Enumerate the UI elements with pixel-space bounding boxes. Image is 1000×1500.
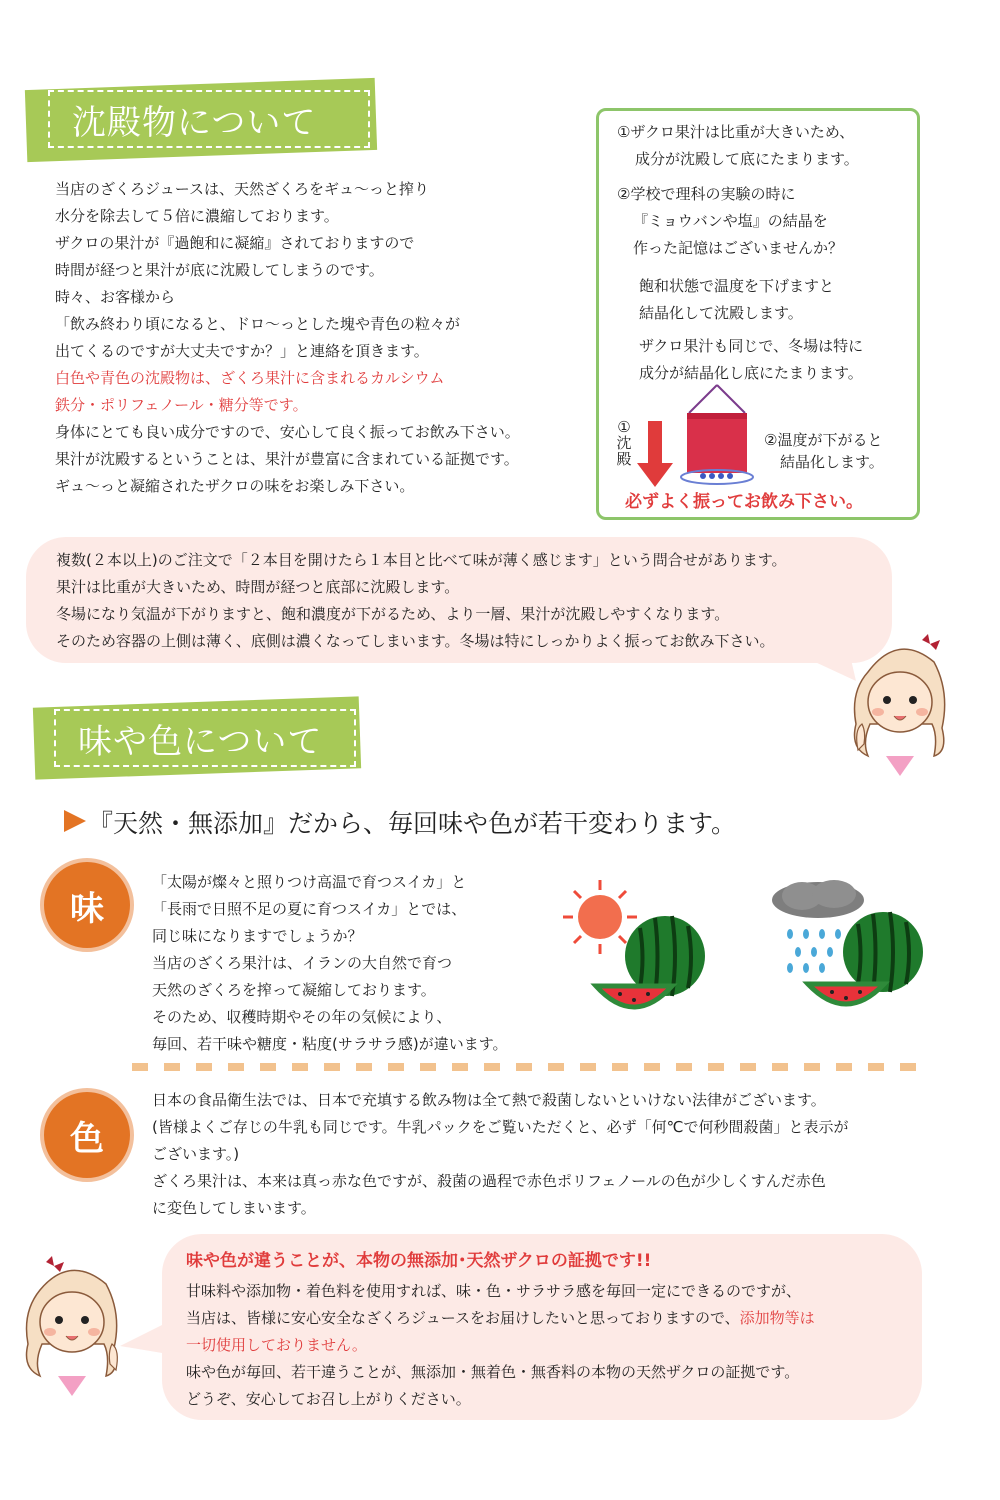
info-note2-line: ザクロ果汁も同じで、冬場は特に xyxy=(639,337,864,355)
proof-line: どうぞ、安心してお召し上がりください。 xyxy=(186,1390,471,1408)
girl-pointing-illustration xyxy=(838,632,958,782)
diagram-label-char: 沈 xyxy=(616,434,632,452)
intro-line: ギュ～っと凝縮されたザクロの味をお楽しみ下さい。 xyxy=(55,477,415,495)
winter-notice-text xyxy=(56,547,787,655)
diagram-label-char: 殿 xyxy=(616,450,632,468)
bubble1-line: 果汁は比重が大きいため、時間が経つと底部に沈殿します。 xyxy=(56,578,460,596)
proof-text xyxy=(186,1278,815,1413)
section1-intro xyxy=(55,176,520,500)
diagram-crystallize-label xyxy=(764,429,884,473)
section2-heading: 味や色について xyxy=(54,709,356,767)
intro-red-line: 白色や青色の沈殿物は、ざくろ果汁に含まれるカルシウム xyxy=(55,369,445,387)
sun-watermelon-illustration xyxy=(560,878,720,1018)
proof-line-text: 当店は、皆様に安心安全なざくろジュースをお届けしたいと思っておりますので、 xyxy=(186,1309,740,1327)
taste-line: 毎回、若干味や糖度・粘度(サラサラ感)が違います。 xyxy=(152,1035,508,1053)
info-point2-line: 『ミョウバンや塩』の結晶を xyxy=(633,212,828,230)
proof-line: 甘味料や添加物・着色料を使用すれば、味・色・サラサラ感を毎回一定にできるのですが、 xyxy=(186,1282,802,1300)
taste-line: 「長雨で日照不足の夏に育つスイカ」とでは、 xyxy=(152,900,467,918)
proof-title: 味や色が違うことが、本物の無添加･天然ザクロの証拠です!! xyxy=(186,1251,652,1271)
taste-line: 天然のざくろを搾って凝縮しております。 xyxy=(152,981,436,999)
intro-line: ザクロの果汁が『過飽和に凝縮』されておりますので xyxy=(55,234,415,252)
info-note2-line: 成分が結晶化し底にたまります。 xyxy=(639,364,863,382)
proof-line: 味や色が毎回、若干違うことが、無添加・無着色・無香料の本物の天然ザクロの証拠です。 xyxy=(186,1363,800,1381)
bubble1-line: そのため容器の上側は薄く、底側は濃くなってしまいます。冬場は特にしっかりよく振ってお飲み下さい。 xyxy=(56,632,775,650)
intro-line: 水分を除去して５倍に濃縮しております。 xyxy=(55,207,339,225)
color-line: ございます。) xyxy=(152,1145,240,1163)
triangle-bullet-icon xyxy=(64,810,86,832)
shake-warning: 必ずよく振ってお飲み下さい。 xyxy=(625,492,863,512)
down-arrow-icon xyxy=(635,419,675,489)
color-line: (皆様よくご存じの牛乳も同じです。牛乳パックをご覧いただくと、必ず「何℃で何秒間殺菌」と表示が xyxy=(152,1118,849,1136)
taste-line: 同じ味になりますでしょうか？ xyxy=(152,927,363,945)
info-point2-line: ②学校で理科の実験の時に xyxy=(617,185,796,203)
taste-line: そのため、収穫時期やその年の気候により、 xyxy=(152,1008,452,1026)
info-note1-line: 飽和状態で温度を下げますと xyxy=(639,277,835,295)
info-point1-line: ①ザクロ果汁は比重が大きいため、 xyxy=(617,123,855,141)
sediment-info-box xyxy=(596,108,920,520)
section2-tagline: 『天然・無添加』だから、毎回味や色が若干変わります。 xyxy=(88,809,737,838)
info-point2-line: 作った記憶はございませんか？ xyxy=(633,239,844,257)
taste-line: 「太陽が燦々と照りつけ高温で育つスイカ」と xyxy=(152,873,467,891)
intro-line: 時々、お客様から xyxy=(55,288,176,306)
beaker-diagram-icon xyxy=(677,381,757,491)
bubble1-line: 複数(２本以上)のご注文で「２本目を開けたら１本目と比べて味が薄く感じます」という問合せがあります。 xyxy=(56,551,787,569)
section-divider xyxy=(132,1063,928,1071)
section1-heading: 沈殿物について xyxy=(48,90,370,148)
color-line: ざくろ果汁は、本来は真っ赤な色ですが、殺菌の過程で赤色ポリフェノールの色が少しくすんだ赤色 xyxy=(152,1172,826,1190)
info-point1-line: 成分が沈殿して底にたまります。 xyxy=(635,150,859,168)
color-badge: 色 xyxy=(40,1088,134,1182)
info-note1-line: 結晶化して沈殿します。 xyxy=(639,304,803,322)
diagram-sink-label xyxy=(615,419,633,467)
girl-pointing-illustration xyxy=(6,1250,136,1400)
intro-line: 果汁が沈殿するということは、果汁が豊富に含まれている証拠です。 xyxy=(55,450,519,468)
proof-line-red: 一切使用しておりません。 xyxy=(186,1336,367,1354)
intro-line: 出てくるのですが大丈夫ですか？」と連絡を頂きます。 xyxy=(55,342,429,360)
taste-line: 当店のざくろ果汁は、イランの大自然で育つ xyxy=(152,954,453,972)
taste-text xyxy=(152,869,508,1058)
diagram-right-line: 結晶化します。 xyxy=(780,453,884,471)
intro-red-line: 鉄分・ポリフェノール・糖分等です。 xyxy=(55,396,308,414)
bubble1-line: 冬場になり気温が下がりますと、飽和濃度が下がるため、より一層、果汁が沈殿しやすくなります。 xyxy=(56,605,730,623)
proof-line xyxy=(186,1305,815,1332)
taste-badge: 味 xyxy=(40,858,134,952)
diagram-right-line: ②温度が下がると xyxy=(764,431,883,449)
diagram-label-char: ① xyxy=(617,418,631,436)
intro-line: 「飲み終わり頃になると、ドロ～っとした塊や青色の粒々が xyxy=(55,315,461,333)
intro-line: 当店のざくろジュースは、天然ざくろをギュ～っと搾り xyxy=(55,180,429,198)
proof-line-red: 添加物等は xyxy=(739,1309,815,1327)
color-line: 日本の食品衛生法では、日本で充填する飲み物は全て熱で殺菌しないといけない法律がございます。 xyxy=(152,1091,826,1109)
intro-line: 時間が経つと果汁が底に沈殿してしまうのです。 xyxy=(55,261,384,279)
rain-watermelon-illustration xyxy=(768,878,938,1018)
intro-line: 身体にとても良い成分ですので、安心して良く振ってお飲み下さい。 xyxy=(55,423,520,441)
color-line: に変色してしまいます。 xyxy=(152,1199,316,1217)
color-text xyxy=(152,1087,849,1222)
